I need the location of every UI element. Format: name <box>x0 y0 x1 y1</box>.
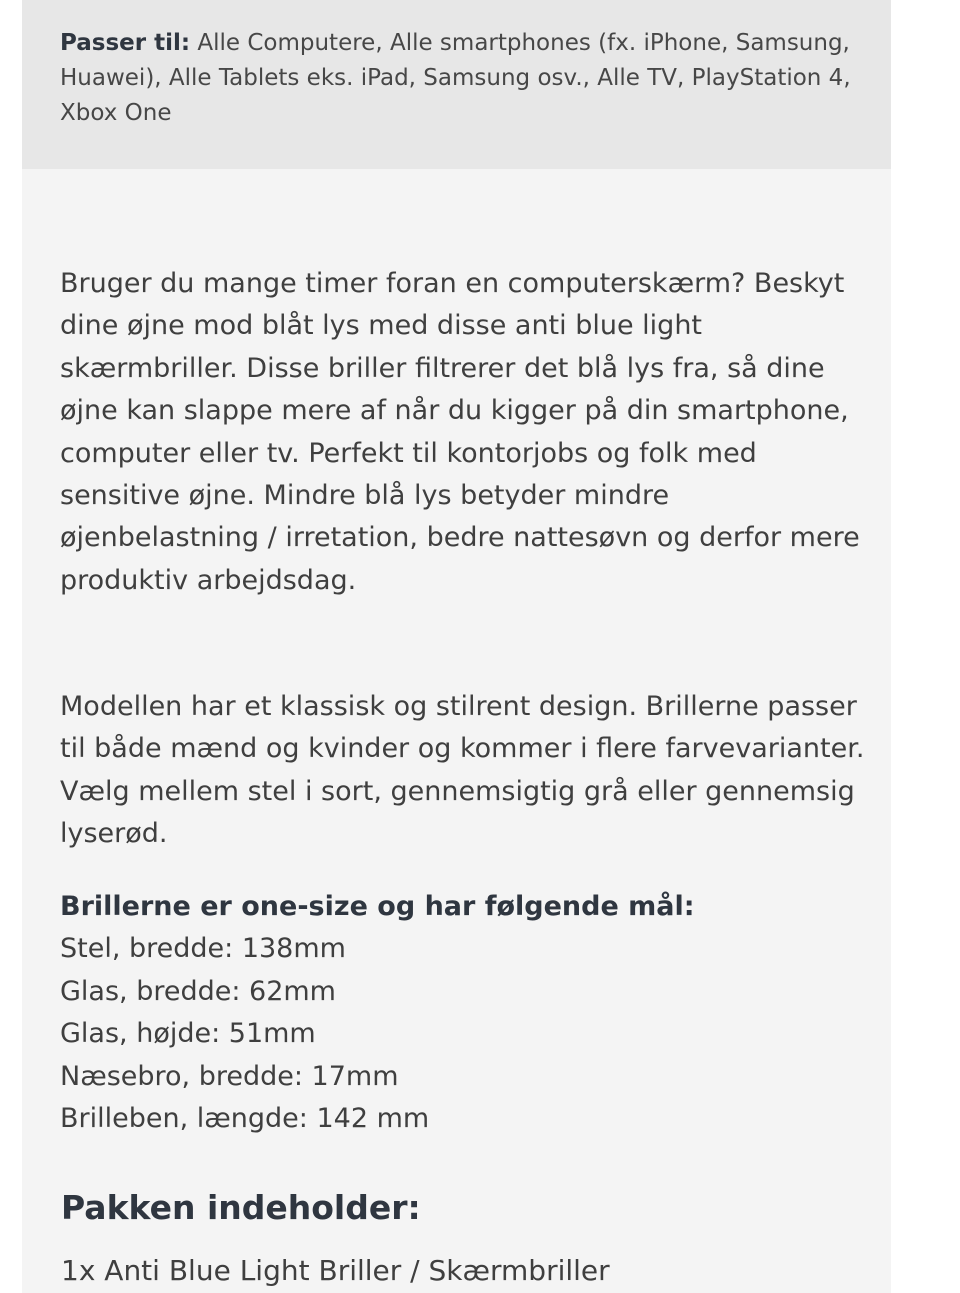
measurement-bridge-width: Næsebro, bredde: 17mm <box>60 1060 399 1092</box>
measurements-title: Brillerne er one-size og har følgende mål: <box>60 891 695 922</box>
measurements-section <box>60 886 870 1140</box>
compatibility-box <box>22 0 891 169</box>
compatibility-label: Passer til: <box>60 30 191 56</box>
package-contents-heading: Pakken indeholder: <box>61 1188 421 1227</box>
measurement-lens-width: Glas, bredde: 62mm <box>60 975 336 1007</box>
description-paragraph-1: Bruger du mange timer foran en computerskærm? Beskyt dine øjne mod blåt lys med disse anti blue light skærmbriller. Disse briller filtrerer det blå lys fra, så dine øjne kan slappe mere af når du kigger på din smartphone, computer eller tv. Perfekt til kontorjobs og folk med sensitive øjne. Mindre blå lys betyder mindre øjenbelastning / irretation, bedre nattesøvn og derfor mere produktiv arbejdsdag. <box>60 268 860 596</box>
compatibility-text <box>60 26 860 131</box>
package-contents-item: 1x Anti Blue Light Briller / Skærmbriller <box>61 1254 610 1287</box>
description-paragraph-2: Modellen har et klassisk og stilrent design. Brillerne passer til både mænd og kvinder og kommer i flere farvevarianter. Vælg mellem stel i sort, gennemsigtig grå eller gennemsig lyserød. <box>60 691 865 850</box>
measurement-lens-height: Glas, højde: 51mm <box>60 1018 316 1050</box>
compatibility-devices: Alle Computere, Alle smartphones (fx. iPhone, Samsung, Huawei), Alle Tablets eks. iPad, Samsung osv., Alle TV, PlayStation 4, Xbox One <box>60 30 851 126</box>
measurement-frame-width: Stel, bredde: 138mm <box>60 933 346 965</box>
measurement-temple-length: Brilleben, længde: 142 mm <box>60 1103 430 1135</box>
product-description-panel <box>22 0 891 1293</box>
